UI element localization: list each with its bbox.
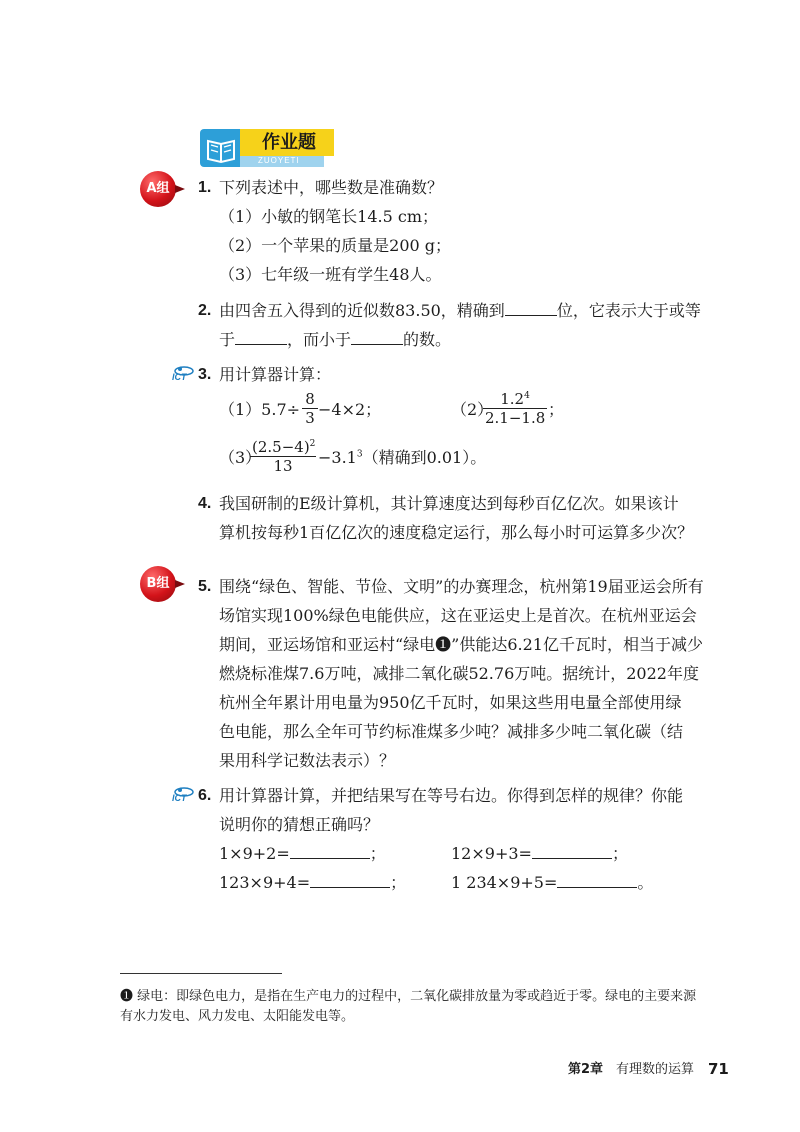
q3-part3-fraction	[250, 438, 316, 475]
q6-answer-blank-1[interactable]	[290, 844, 370, 859]
q3-number: 3.	[198, 366, 212, 383]
q6-line-2: 说明你的猜想正确吗？	[219, 815, 380, 834]
q3-part3-tail-exponent: 3	[356, 449, 363, 460]
ict-label: ICT	[172, 793, 187, 803]
q2-text-c: 于	[219, 330, 236, 349]
q6-answer-blank-2[interactable]	[532, 844, 612, 859]
q2-text-b: 位，它表示大于或等	[556, 301, 701, 320]
q2-number: 2.	[198, 302, 212, 319]
q5-line-7: 果用科学记数法表示）？	[219, 751, 396, 770]
q3-part3-tail: $-3.1^3$（精确到0.01）。	[318, 448, 487, 467]
q2-text-e: 的数。	[403, 330, 452, 349]
q2-line-1	[219, 300, 701, 322]
q3-part3-denominator: 13	[273, 457, 293, 475]
q6-number: 6.	[198, 787, 212, 804]
q2-text-d: ，而小于	[287, 330, 352, 349]
q3-part3-note: （精确到0.01）。	[362, 448, 487, 467]
open-book-icon	[200, 129, 242, 167]
q4-line-2: 算机按每秒1百亿亿次的速度稳定运行，那么每小时可运算多少次？	[219, 523, 694, 542]
footer-chapter: 第2章	[568, 1062, 604, 1077]
ict-icon	[172, 783, 196, 805]
q6-line-1: 用计算器计算，并把结果写在等号右边。你得到怎样的规律？你能	[219, 786, 684, 805]
q5-line-4: 燃烧标准煤7.6万吨，减排二氧化碳52.76万吨。据统计，2022年度	[219, 664, 699, 683]
q2-line-2	[219, 329, 451, 351]
footnote-divider	[120, 973, 282, 974]
q3-part1-label: （1）5.7÷	[219, 400, 301, 419]
q3-part2-tail: ；	[548, 400, 565, 419]
q5-line-3: 期间，亚运场馆和亚运村“绿电❶”供能达6.21亿千瓦时，相当于减少	[219, 635, 703, 654]
q3-part2-label: （2）	[451, 400, 494, 419]
q1-item-3: （3）七年级一班有学生48人。	[219, 265, 442, 284]
q2-blank-3[interactable]	[351, 330, 403, 345]
section-title: 作业题	[262, 132, 316, 153]
q1-stem: 下列表述中，哪些数是准确数？	[219, 178, 444, 197]
q6-answer-blank-4[interactable]	[557, 873, 637, 888]
group-b-badge-pointer	[175, 580, 185, 588]
q3-part3-numerator: $(2.5-4)^2$	[252, 438, 316, 456]
ict-icon	[172, 362, 196, 384]
q3-part3-num-exponent: 2	[309, 439, 316, 449]
q3-part1-tail: −4×2；	[318, 400, 382, 419]
q5-line-2: 场馆实现100%绿色电能供应，这在亚运史上是首次。在杭州亚运会	[219, 606, 697, 625]
q6-answer-blank-3[interactable]	[310, 873, 390, 888]
section-subtitle: ZUOYETI	[258, 156, 300, 165]
group-b-badge: B组	[140, 566, 176, 602]
footer-chapter-title: 有理数的运算	[616, 1062, 695, 1077]
footnote-line-2: 有水力发电、风力发电、太阳能发电等。	[120, 1009, 355, 1024]
q3-part1-fraction	[302, 390, 318, 427]
q3-part1-numerator: 8	[302, 390, 318, 409]
homework-banner-icon-box	[200, 129, 242, 167]
q2-blank-2[interactable]	[235, 330, 287, 345]
q3-part1-denominator: 3	[305, 409, 315, 427]
q3-part2-exponent: 4	[524, 391, 530, 401]
ict-label: ICT	[172, 372, 187, 382]
q6-expression-4: 1 234×9+5= 。	[451, 873, 654, 892]
q1-item-2: （2）一个苹果的质量是200 g；	[219, 236, 452, 255]
q2-text-a: 由四舍五入得到的近似数83.50，精确到	[219, 301, 505, 320]
q6-expression-1: 1×9+2= ；	[219, 844, 386, 863]
q5-line-5: 杭州全年累计用电量为950亿千瓦时，如果这些用电量全部使用绿	[219, 693, 682, 712]
q1-item-1: （1）小敏的钢笔长14.5 cm；	[219, 207, 439, 226]
q1-number: 1.	[198, 179, 212, 196]
page-number: 71	[708, 1060, 729, 1078]
q6-expression-3: 123×9+4= ；	[219, 873, 407, 892]
group-a-badge-pointer	[175, 185, 185, 193]
q5-number: 5.	[198, 578, 212, 595]
q3-stem: 用计算器计算：	[219, 365, 332, 384]
q5-line-6: 色电能，那么全年可节约标准煤多少吨？减排多少吨二氧化碳（结	[219, 722, 684, 741]
footnote-line-1: ❶ 绿电：即绿色电力，是指在生产电力的过程中，二氧化碳排放量为零或趋近于零。绿电的主要来源	[120, 989, 697, 1004]
q3-part2-denominator: 2.1−1.8	[485, 409, 546, 427]
group-a-badge: A组	[140, 171, 176, 207]
q4-number: 4.	[198, 495, 212, 512]
q6-expression-2: 12×9+3= ；	[451, 844, 628, 863]
q2-blank-1[interactable]	[505, 301, 557, 316]
q3-part2-numerator: $1.2^4$	[483, 390, 547, 409]
q3-part2-fraction	[483, 390, 547, 427]
q4-line-1: 我国研制的E级计算机，其计算速度达到每秒百亿亿次。如果该计	[219, 494, 679, 513]
q5-line-1: 围绕“绿色、智能、节俭、文明”的办赛理念，杭州第19届亚运会所有	[219, 577, 704, 596]
q3-part3-label: （3）	[219, 448, 262, 467]
